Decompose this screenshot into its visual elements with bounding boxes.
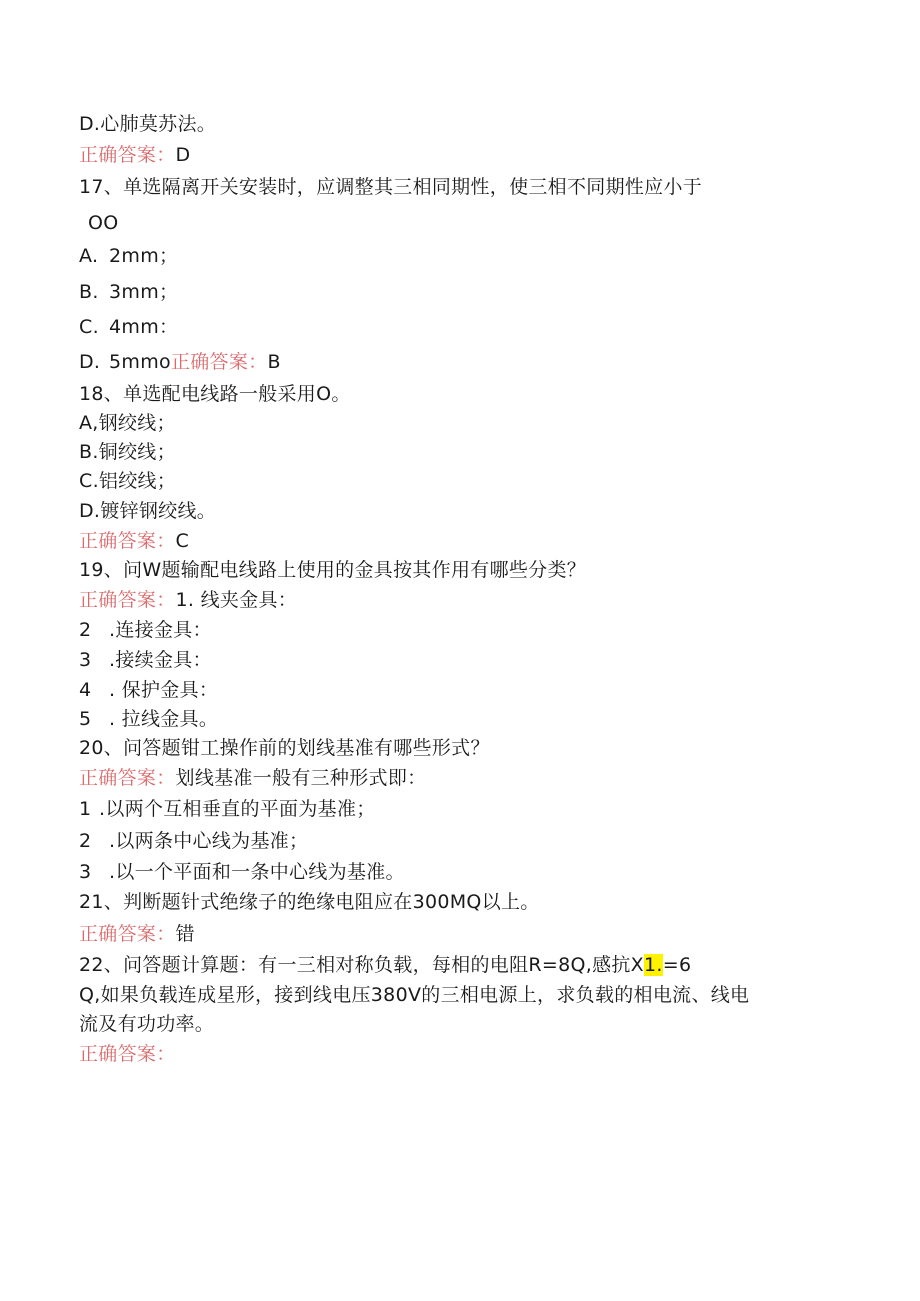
q17-stem-cont: OO xyxy=(88,212,119,234)
option-text: 3mm； xyxy=(109,281,179,303)
q17-option-d-with-answer xyxy=(79,350,281,374)
q16-answer xyxy=(79,143,190,167)
q17-stem: 17、单选隔离开关安装时，应调整其三相同期性，使三相不同期性应小于 xyxy=(79,176,703,198)
q19-item-2 xyxy=(79,618,212,642)
item-number: 3 xyxy=(79,861,92,883)
item-text: . 拉线金具。 xyxy=(109,708,219,730)
answer-label: 正确答案： xyxy=(79,767,176,789)
item-text: .以两个互相垂直的平面为基准； xyxy=(99,798,376,820)
item-number: 1 xyxy=(79,798,92,820)
q20-stem: 20、问答题钳工操作前的划线基准有哪些形式？ xyxy=(79,737,490,759)
item-number: 3 xyxy=(79,649,92,671)
q18-option-a: A,钢绞线； xyxy=(79,412,176,434)
option-text: 5mmo xyxy=(109,351,171,373)
q22-stem-line3: 流及有功功率。 xyxy=(79,1013,215,1035)
q16-option-d: D.心肺莫苏法。 xyxy=(79,113,217,135)
item-number: 4 xyxy=(79,679,92,701)
q19-item-3 xyxy=(79,648,212,672)
q17-option-a xyxy=(79,244,178,268)
q18-option-d: D.镀锌钢绞线。 xyxy=(79,500,217,522)
q22-stem xyxy=(79,953,691,977)
q18-stem: 18、单选配电线路一般采用O。 xyxy=(79,383,351,405)
item-number: 5 xyxy=(79,708,92,730)
answer-value: C xyxy=(175,530,190,552)
q19-answer xyxy=(79,588,297,612)
answer-value: B xyxy=(267,351,281,373)
q19-item-5 xyxy=(79,707,218,731)
q20-item-1 xyxy=(79,797,376,821)
item-text: .接续金具： xyxy=(109,649,212,671)
q20-item-3 xyxy=(79,860,405,884)
q19-stem: 19、问W题输配电线路上使用的金具按其作用有哪些分类？ xyxy=(79,559,587,581)
q17-option-c xyxy=(79,315,178,339)
item-number: 2 xyxy=(79,830,92,852)
option-text: 2mm； xyxy=(109,245,179,267)
option-letter: C. xyxy=(79,316,99,338)
option-text: 4mm： xyxy=(109,316,179,338)
item-number: 2 xyxy=(79,619,92,641)
item-text: . 保护金具： xyxy=(109,679,219,701)
answer-text: 1. 线夹金具： xyxy=(175,589,298,611)
item-text: .连接金具： xyxy=(109,619,212,641)
answer-label: 正确答案： xyxy=(170,351,268,373)
answer-label: 正确答案： xyxy=(79,589,176,611)
option-letter: D. xyxy=(79,351,101,373)
item-text: .以两条中心线为基准； xyxy=(109,830,309,852)
option-letter: B. xyxy=(79,281,99,303)
q18-option-b: B.铜绞线； xyxy=(79,441,176,463)
q22-answer xyxy=(79,1042,176,1066)
q22-stem-part-a: 22、问答题计算题：有一三相对称负载，每相的电阻R=8Q,感抗X xyxy=(79,954,644,976)
answer-text: 划线基准一般有三种形式即： xyxy=(175,767,427,789)
item-text: .以一个平面和一条中心线为基准。 xyxy=(109,861,405,883)
q22-highlight: 1. xyxy=(644,954,663,976)
answer-label: 正确答案： xyxy=(79,1043,176,1065)
q20-answer xyxy=(79,766,426,790)
answer-label: 正确答案： xyxy=(79,530,176,552)
q18-answer xyxy=(79,529,189,553)
answer-value: 错 xyxy=(175,923,195,945)
q22-stem-part-b: =6 xyxy=(662,954,692,976)
answer-label: 正确答案： xyxy=(79,923,176,945)
q22-stem-line2: Q,如果负载连成星形，接到线电压380V的三相电源上，求负载的相电流、线电 xyxy=(79,984,750,1006)
q18-option-c: C.铝绞线； xyxy=(79,470,177,492)
q17-option-b xyxy=(79,280,178,304)
answer-label: 正确答案： xyxy=(79,144,176,166)
q21-answer xyxy=(79,922,195,946)
option-letter: A. xyxy=(79,245,99,267)
q19-item-4 xyxy=(79,678,218,702)
q21-stem: 21、判断题针式绝缘子的绝缘电阻应在300MQ以上。 xyxy=(79,891,540,913)
q20-item-2 xyxy=(79,829,308,853)
answer-value: D xyxy=(175,144,191,166)
